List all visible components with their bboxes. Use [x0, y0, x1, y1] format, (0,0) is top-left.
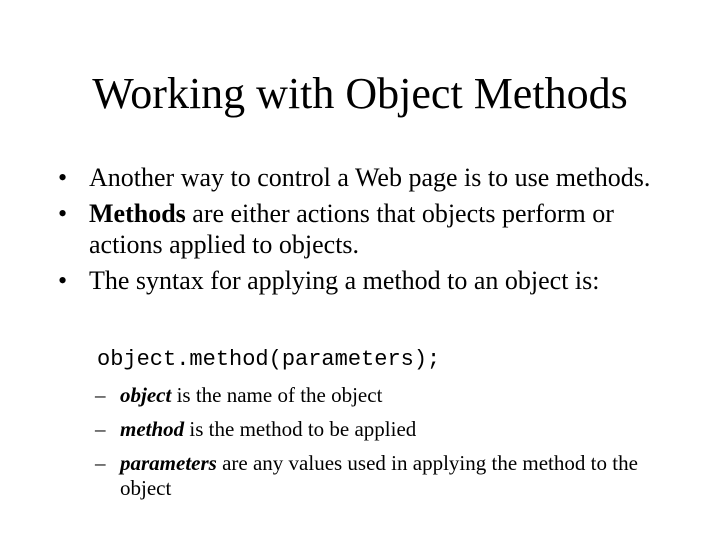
- bullet-dot: •: [58, 163, 68, 192]
- bullet-item: [58, 198, 678, 260]
- dash-marker: –: [95, 417, 106, 441]
- code-example: object.method(parameters);: [97, 347, 441, 372]
- bullet-list: [58, 162, 678, 301]
- bullet-text: Another way to control a Web page is to use methods.: [89, 163, 651, 192]
- sub-bullet-term: object: [120, 383, 172, 407]
- sub-bullet-text: are any values used in applying the method to the object: [120, 451, 638, 500]
- sub-bullet-item: [95, 451, 675, 501]
- dash-marker: –: [95, 451, 106, 475]
- bullet-text: The syntax for applying a method to an object is:: [89, 266, 600, 295]
- sub-bullet-term: method: [120, 417, 185, 441]
- sub-bullet-text: is the name of the object: [171, 383, 383, 407]
- slide-title: Working with Object Methods: [92, 69, 628, 118]
- bullet-dot: •: [58, 199, 68, 228]
- sub-bullet-item: [95, 383, 675, 408]
- sub-bullet-text: is the method to be applied: [184, 417, 417, 441]
- sub-bullet-list: [95, 383, 675, 510]
- bullet-item: [58, 162, 678, 193]
- bullet-text: are either actions that objects perform or actions applied to objects.: [89, 199, 614, 259]
- dash-marker: –: [95, 383, 106, 407]
- sub-bullet-item: [95, 417, 675, 442]
- bullet-term: Methods: [89, 199, 186, 228]
- bullet-dot: •: [58, 266, 68, 295]
- sub-bullet-term: parameters: [120, 451, 217, 475]
- bullet-item: [58, 265, 678, 296]
